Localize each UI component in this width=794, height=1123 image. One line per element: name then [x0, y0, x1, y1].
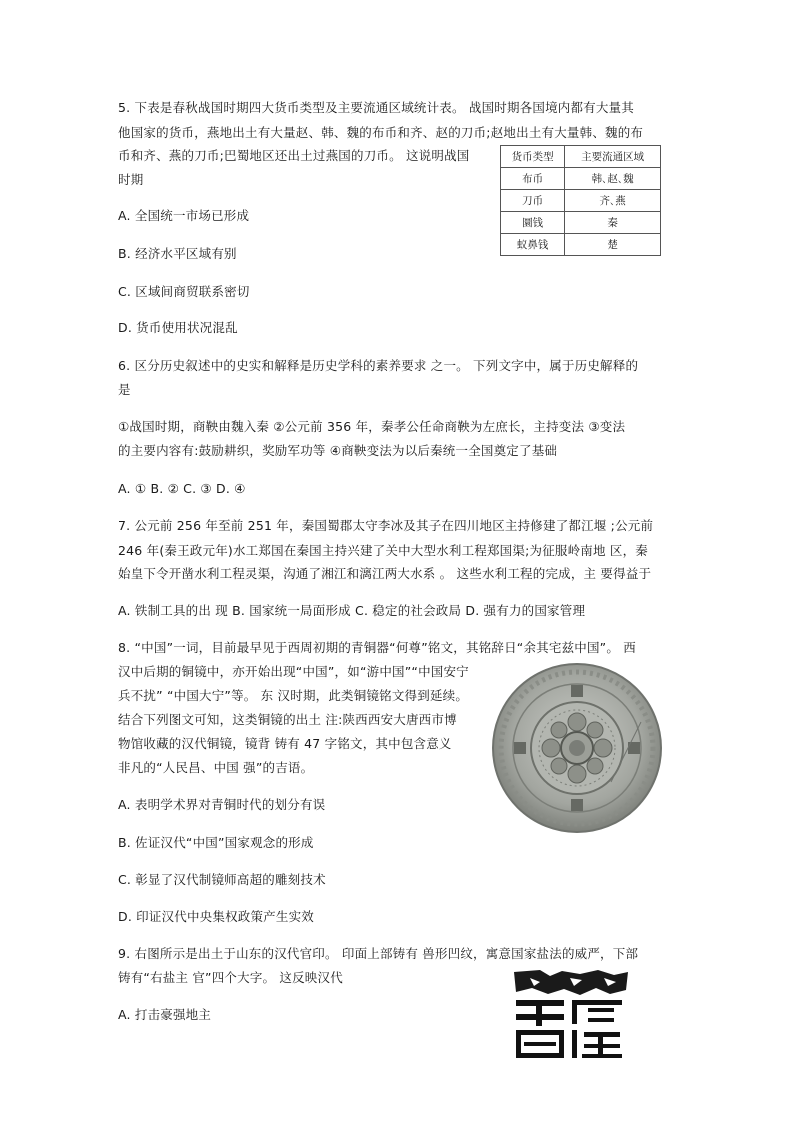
- q6-options: A. ① B. ② C. ③ D. ④: [118, 481, 246, 496]
- q9-option-a: A. 打击豪强地主: [118, 1007, 212, 1022]
- q8-stem-line2: 汉中后期的铜镜中，亦开始出现“中国”，如“游中国”“中国安宁: [118, 664, 469, 679]
- q5-option-c: C. 区域间商贸联系密切: [118, 284, 250, 299]
- q8-option-a: A. 表明学术界对青铜时代的划分有误: [118, 797, 326, 812]
- table-cell: 圜钱: [501, 212, 565, 234]
- table-cell: 蚁鼻钱: [501, 234, 565, 256]
- table-header-row: [501, 146, 661, 168]
- q5-stem-line4: 时期: [118, 172, 144, 187]
- q6-stem-line2: 是: [118, 382, 131, 397]
- q9-stem-line2: 铸有“右盐主 官”四个大字。 这反映汉代: [118, 970, 343, 985]
- q8-option-b: B. 佐证汉代“中国”国家观念的形成: [118, 835, 314, 850]
- q8-option-d: D. 印证汉代中央集权政策产生实效: [118, 909, 314, 924]
- table-row: [501, 190, 661, 212]
- q8-stem-line1: 8. “中国”一词，目前最早见于西周初期的青铜器“何尊”铭文，其铭辞日“余其宅兹中国”。 西: [118, 640, 636, 655]
- table-row: [501, 212, 661, 234]
- table-cell: 秦: [565, 212, 661, 234]
- q5-stem-line3: 币和齐、燕的刀币;巴蜀地区还出土过燕国的刀币。 这说明战国: [118, 148, 470, 163]
- bronze-mirror-image: [491, 662, 663, 834]
- q6-statement-line1: ①战国时期，商鞅由魏入秦 ②公元前 356 年，秦孝公任命商鞅为左庶长，主持变法 ③变法: [118, 419, 626, 434]
- q7-stem-line1: 7. 公元前 256 年至前 251 年，秦国蜀郡太守李冰及其子在四川地区主持修建了都江堰 ;公元前: [118, 518, 654, 533]
- q8-option-c: C. 彰显了汉代制镜师高超的雕刻技术: [118, 872, 326, 887]
- q8-stem-line5: 物馆收藏的汉代铜镜，镜背 铸有 47 字铭文，其中包含意义: [118, 736, 452, 751]
- q9-stem-line1: 9. 右图所示是出土于山东的汉代官印。 印面上部铸有 兽形凹纹，寓意国家盐法的威严，下部: [118, 946, 639, 961]
- q7-stem-line2: 246 年(秦王政元年)水工郑国在秦国主持兴建了关中大型水利工程郑国渠;为征服岭南地 区，秦: [118, 543, 648, 558]
- table-cell: 刀币: [501, 190, 565, 212]
- table-header-cell: 主要流通区域: [565, 146, 661, 168]
- q7-options: A. 铁制工具的出 现 B. 国家统一局面形成 C. 稳定的社会政局 D. 强有力的国家管理: [118, 603, 586, 618]
- table-cell: 齐､燕: [565, 190, 661, 212]
- table-header-cell: 货币类型: [501, 146, 565, 168]
- q5-option-d: D. 货币使用状况混乱: [118, 320, 238, 335]
- han-official-seal-image: [510, 968, 630, 1060]
- q5-stem-line2: 他国家的货币，燕地出土有大量赵、韩、魏的布币和齐、赵的刀币;赵地出土有大量韩、魏的布: [118, 125, 644, 140]
- q8-stem-line4: 结合下列图文可知，这类铜镜的出土 注:陕西西安大唐西市博: [118, 712, 457, 727]
- table-row: [501, 168, 661, 190]
- table-row: [501, 234, 661, 256]
- q8-stem-line6: 非凡的“人民昌、中国 强”的吉语。: [118, 760, 314, 775]
- currency-table: [500, 145, 661, 256]
- table-cell: 韩､赵､魏: [565, 168, 661, 190]
- table-cell: 楚: [565, 234, 661, 256]
- q5-stem-line1: 5. 下表是春秋战国时期四大货币类型及主要流通区域统计表。 战国时期各国境内都有大量其: [118, 100, 634, 115]
- q6-statement-line2: 的主要内容有:鼓励耕织，奖励军功等 ④商鞅变法为以后秦统一全国奠定了基础: [118, 443, 558, 458]
- q7-stem-line3: 始皇下令开凿水利工程灵渠，沟通了湘江和漓江两大水系 。 这些水利工程的完成，主 要得益于: [118, 566, 652, 581]
- q5-option-b: B. 经济水平区域有别: [118, 246, 237, 261]
- table-cell: 布币: [501, 168, 565, 190]
- q6-stem-line1: 6. 区分历史叙述中的史实和解释是历史学科的素养要求 之一。 下列文字中，属于历史解释的: [118, 358, 639, 373]
- q5-option-a: A. 全国统一市场已形成: [118, 208, 250, 223]
- q8-stem-line3: 兵不扰” “中国大宁”等。 东 汉时期，此类铜镜铭文得到延续。: [118, 688, 469, 703]
